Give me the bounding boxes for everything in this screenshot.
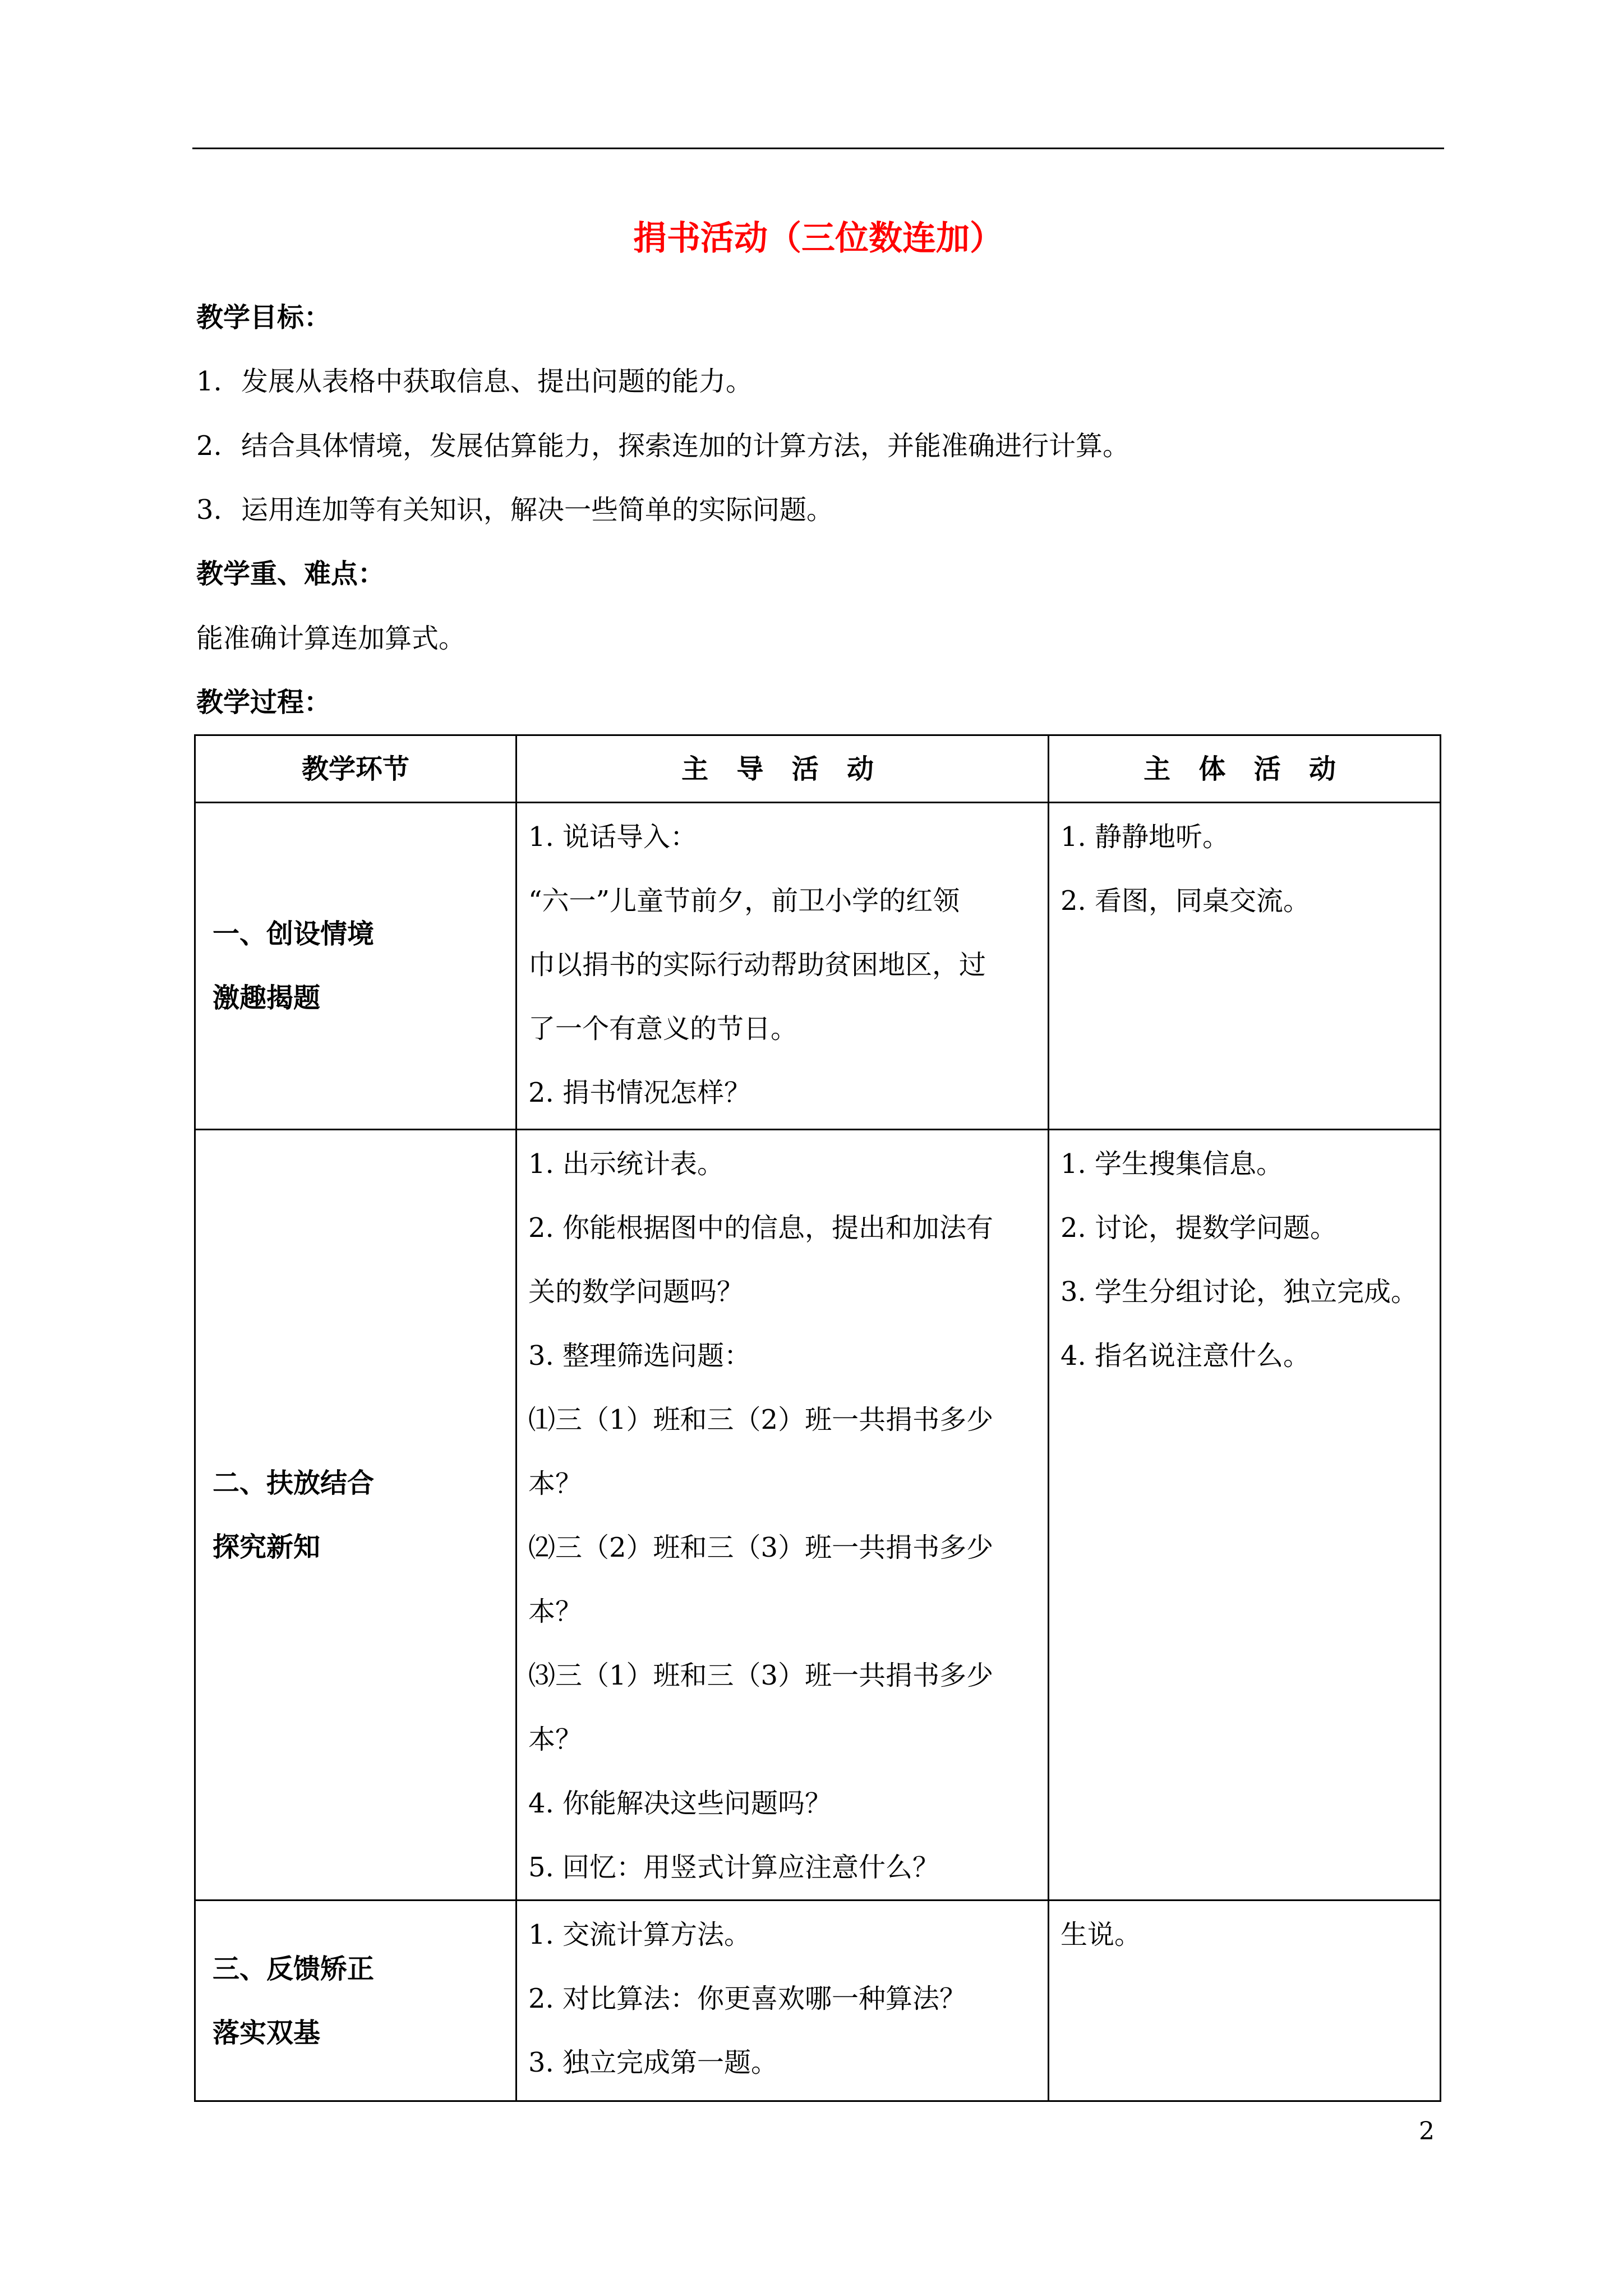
process-heading: 教学过程： xyxy=(196,687,331,718)
teacher-line: 2. 你能根据图中的信息，提出和加法有 xyxy=(528,1212,994,1244)
objective-number: 1. xyxy=(196,366,222,397)
student-line: 1. 学生搜集信息。 xyxy=(1061,1148,1284,1180)
key-points-heading: 教学重、难点： xyxy=(196,558,385,590)
teacher-line: 巾以捐书的实际行动帮助贫困地区，过 xyxy=(528,949,986,981)
page-title: 捐书活动（三位数连加） xyxy=(633,219,1003,258)
teacher-line: ⑵三（2）班和三（3）班一共捐书多少 xyxy=(528,1532,994,1563)
column-header-stage: 教学环节 xyxy=(195,735,517,803)
student-line: 1. 静静地听。 xyxy=(1061,821,1230,853)
student-line: 2. 讨论，提数学问题。 xyxy=(1061,1212,1338,1244)
stage-line: 落实双基 xyxy=(213,2017,321,2049)
student-activity-cell xyxy=(1049,1901,1441,2101)
key-points-text: 能准确计算连加算式。 xyxy=(196,623,466,654)
teacher-line: 3. 整理筛选问题： xyxy=(528,1340,751,1372)
stage-line: 激趣揭题 xyxy=(213,982,321,1014)
column-header-student-activity: 主 体 活 动 xyxy=(1049,735,1441,803)
teacher-line: 关的数学问题吗？ xyxy=(528,1276,744,1308)
teacher-line: 1. 交流计算方法。 xyxy=(528,1919,751,1950)
stage-cell xyxy=(195,1130,517,1901)
student-activity-cell xyxy=(1049,1130,1441,1901)
objectives-heading: 教学目标： xyxy=(196,302,331,333)
stage-cell xyxy=(195,803,517,1130)
lesson-process-table xyxy=(194,734,1441,2102)
teacher-line: 5. 回忆：用竖式计算应注意什么？ xyxy=(528,1852,940,1883)
teacher-line: 2. 对比算法：你更喜欢哪一种算法？ xyxy=(528,1983,967,2014)
stage-cell xyxy=(195,1901,517,2101)
objective-item xyxy=(196,361,1430,402)
stage-line: 探究新知 xyxy=(213,1531,321,1563)
student-line: 生说。 xyxy=(1061,1919,1142,1950)
column-header-teacher-activity: 主 导 活 动 xyxy=(517,735,1049,803)
objective-text: 运用连加等有关知识，解决一些简单的实际问题。 xyxy=(241,494,834,526)
table-header-row xyxy=(195,735,1441,803)
teacher-line: “六一”儿童节前夕，前卫小学的红领 xyxy=(528,885,960,917)
teacher-line: 4. 你能解决这些问题吗？ xyxy=(528,1788,832,1819)
header-rule xyxy=(192,148,1444,149)
teacher-line: 本？ xyxy=(528,1724,583,1755)
objective-number: 2. xyxy=(196,430,222,462)
objective-number: 3. xyxy=(196,494,222,526)
objective-item xyxy=(196,490,1430,530)
teacher-line: 本？ xyxy=(528,1468,583,1499)
table-row xyxy=(195,1901,1441,2101)
teacher-line: 3. 独立完成第一题。 xyxy=(528,2047,778,2078)
student-line: 2. 看图，同桌交流。 xyxy=(1061,885,1311,917)
teacher-activity-cell xyxy=(517,1130,1049,1901)
teacher-activity-cell xyxy=(517,1901,1049,2101)
teacher-line: 2. 捐书情况怎样？ xyxy=(528,1077,751,1108)
stage-line: 三、反馈矫正 xyxy=(213,1953,375,1985)
objective-text: 发展从表格中获取信息、提出问题的能力。 xyxy=(241,366,753,397)
stage-line: 一、创设情境 xyxy=(213,918,375,950)
teacher-line: 本？ xyxy=(528,1596,583,1627)
student-activity-cell xyxy=(1049,803,1441,1130)
teacher-line: ⑴三（1）班和三（2）班一共捐书多少 xyxy=(528,1404,994,1435)
page-number: 2 xyxy=(1419,2117,1435,2146)
stage-line: 二、扶放结合 xyxy=(213,1467,375,1499)
student-line: 3. 学生分组讨论，独立完成。 xyxy=(1061,1276,1418,1308)
teacher-line: ⑶三（1）班和三（3）班一共捐书多少 xyxy=(528,1660,994,1691)
objective-text: 结合具体情境，发展估算能力，探索连加的计算方法，并能准确进行计算。 xyxy=(241,430,1130,462)
teacher-line: 了一个有意义的节日。 xyxy=(528,1013,798,1045)
teacher-activity-cell xyxy=(517,803,1049,1130)
table-row xyxy=(195,1130,1441,1901)
teacher-line: 1. 出示统计表。 xyxy=(528,1148,725,1180)
teacher-line: 1. 说话导入： xyxy=(528,821,698,853)
table-row xyxy=(195,803,1441,1130)
student-line: 4. 指名说注意什么。 xyxy=(1061,1340,1311,1372)
objective-item xyxy=(196,426,1430,466)
